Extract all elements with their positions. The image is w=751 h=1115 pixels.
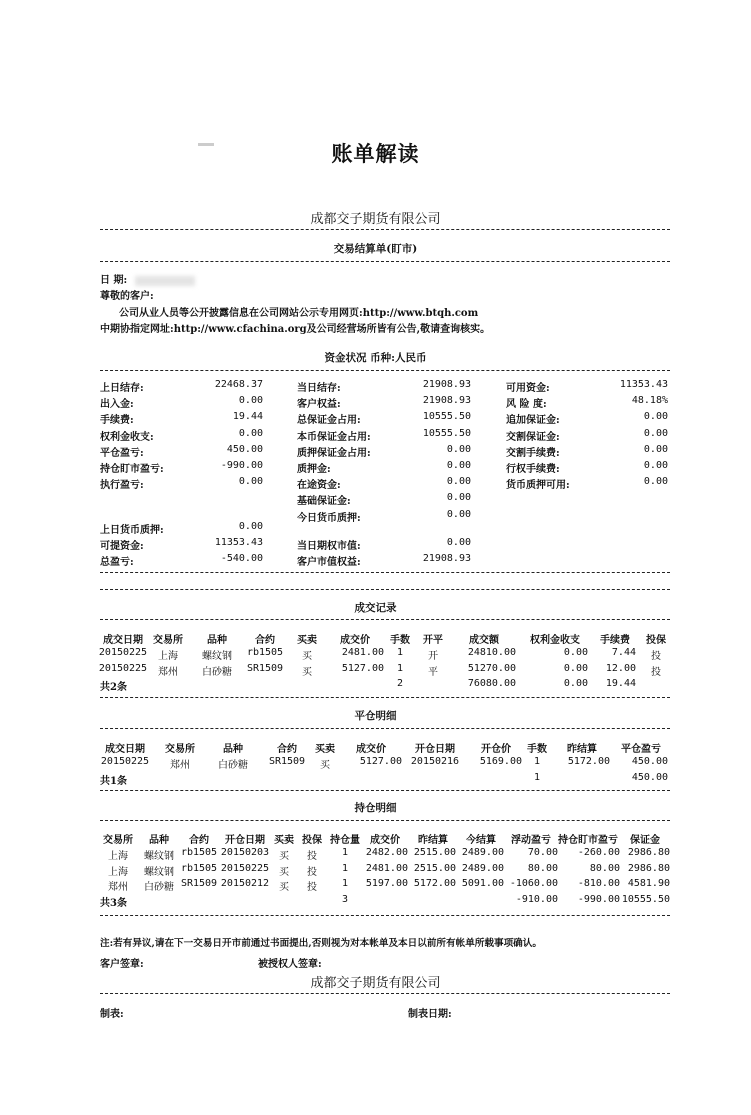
funds-value: 0.00 [643,411,668,423]
table-total: 共2条 [100,682,127,693]
funds-title: 资金状况 币种:人民币 [324,352,427,364]
divider [100,261,670,262]
funds-label: 风 险 度: [506,399,547,411]
funds-value: 19.44 [232,411,263,423]
funds-label: 上日结存: [100,383,144,394]
funds-value: -990.00 [220,460,263,471]
table-header: 持仓量 [330,835,360,846]
table-cell: 白砂糖 [218,760,248,771]
table-header: 成交价 [356,744,386,755]
client-sign-label: 客户签章: [100,959,144,970]
divider [100,790,670,791]
table-total: 76080.00 [467,678,516,689]
funds-label: 基础保证金: [297,496,351,508]
redacted-date [135,276,195,286]
table-header: 成交价 [370,835,400,846]
table-cell: 白砂糖 [144,882,174,893]
table-cell: 2986.80 [627,862,670,874]
funds-value: 21908.93 [422,553,471,565]
funds-value: 0.00 [446,508,471,520]
table-header: 权利金收支 [530,635,580,646]
table-total: -910.00 [515,893,558,905]
table-header: 成交价 [340,635,370,646]
table-header: 昨结算 [418,835,448,846]
funds-label: 今日货币质押: [297,512,361,524]
footer-company: 成都交子期货有限公司 [310,976,441,991]
table-cell: 5172.00 [413,878,456,889]
footer-note: 注:若有异议,请在下一交易日开市前通过书面提出,否则视为对本帐单及本日以前所有帐单所载事项确认。 [100,938,542,949]
table-cell: 5169.00 [479,756,522,767]
funds-value: 0.00 [446,537,471,548]
table-header: 交易所 [165,744,195,755]
funds-label: 质押金: [297,464,331,475]
table-header: 保证金 [630,835,660,846]
funds-value: 0.00 [643,460,668,471]
table-total: 19.44 [605,678,636,689]
table-cell: 投 [651,666,661,678]
table-cell: 1 [396,662,404,674]
funds-label: 权利金收支: [100,431,154,443]
table-cell: 12.00 [605,662,636,674]
table-header: 手数 [527,744,547,755]
table-header: 品种 [223,744,243,755]
funds-value: 0.00 [238,427,263,439]
table-cell: 投 [651,651,661,662]
funds-label: 质押保证金占用: [297,447,371,459]
table-cell: 20150225 [98,662,148,674]
maker-label: 制表: [100,1009,124,1020]
funds-label: 出入金: [100,399,134,411]
funds-label: 执行盈亏: [100,480,144,492]
funds-label: 在途资金: [297,480,341,492]
table-cell: rb1505 [246,647,284,658]
funds-value: 21908.93 [422,395,471,407]
table-cell: 上海 [158,651,178,662]
funds-label: 上日货币质押: [100,525,164,536]
table-cell: 买 [320,760,330,771]
funds-value: 0.00 [238,395,263,407]
table-total: 0.00 [563,678,588,689]
funds-value: 11353.43 [619,379,668,390]
funds-value: 0.00 [446,443,471,455]
table-header: 品种 [149,835,169,846]
funds-label: 交割保证金: [506,431,560,443]
funds-value: 10555.50 [422,411,471,423]
table-cell: 24810.00 [467,647,516,658]
funds-value: 0.00 [643,476,668,488]
table-total: -990.00 [577,893,620,905]
positions-title: 持仓明细 [354,802,397,814]
funds-label: 总盈亏: [100,557,134,569]
table-cell: 5172.00 [567,756,610,767]
table-total: 3 [341,893,349,905]
table-header: 合约 [189,835,209,846]
table-cell: 2482.00 [365,847,408,858]
funds-label: 可用资金: [506,383,550,394]
company-name: 成都交子期货有限公司 [310,212,441,227]
funds-value: 48.18% [631,395,668,407]
table-cell: 450.00 [631,756,668,767]
table-cell: 买 [279,851,289,862]
table-cell: 5197.00 [365,878,408,889]
table-cell: 51270.00 [467,662,516,674]
funds-label: 当日结存: [297,383,341,394]
table-cell: 0.00 [563,647,588,658]
divider [100,820,670,821]
funds-value: 0.00 [643,427,668,439]
table-cell: 0.00 [563,662,588,674]
divider [100,589,670,590]
table-cell: 2515.00 [413,847,456,858]
notice-2: 中期协指定网址:http://www.cfachina.org及公司经营场所皆有公告,敬请查询核实。 [100,324,491,335]
funds-label: 本币保证金占用: [297,431,371,443]
table-cell: SR1509 [246,662,284,674]
table-cell: 投 [307,882,317,893]
table-cell: 买 [302,666,312,678]
funds-value: 450.00 [226,443,263,455]
table-total: 共1条 [100,775,127,787]
table-cell: 2986.80 [627,847,670,858]
table-cell: 4581.90 [627,878,670,889]
table-header: 成交额 [469,635,499,646]
funds-label: 持仓盯市盈亏: [100,464,164,475]
funds-label: 货币质押可用: [506,480,570,492]
table-cell: 5127.00 [341,662,384,674]
divider [100,915,670,916]
funds-value: 0.00 [446,476,471,488]
funds-value: 0.00 [446,460,471,471]
table-cell: 5127.00 [359,756,402,767]
date-row [100,271,195,286]
table-cell: 1 [533,756,541,767]
table-cell: 2515.00 [413,862,456,874]
table-cell: 白砂糖 [202,666,232,678]
page-title: 账单解读 [331,142,420,166]
table-header: 交易所 [153,635,183,646]
table-total: 共3条 [100,897,127,909]
table-cell: 螺纹钢 [144,866,174,878]
funds-value: 0.00 [238,521,263,532]
table-header: 成交日期 [105,744,145,755]
funds-label: 平仓盈亏: [100,447,144,459]
funds-label: 总保证金占用: [297,415,361,427]
funds-label: 客户市值权益: [297,557,361,569]
table-cell: 20150225 [98,647,148,658]
trades-title: 成交记录 [354,602,397,614]
table-cell: 7.44 [611,647,636,658]
table-header: 买卖 [315,744,335,755]
table-header: 平仓盈亏 [621,744,661,755]
divider [100,572,670,573]
divider [100,619,670,620]
auth-sign-label: 被授权人签章: [258,959,322,970]
table-header: 开仓日期 [225,835,265,846]
table-cell: 2481.00 [341,647,384,658]
table-cell: -260.00 [577,847,620,858]
table-cell: SR1509 [180,878,218,889]
table-header: 手续费 [600,635,630,646]
statement-title: 交易结算单(盯市) [333,243,418,255]
table-total: 1 [533,771,541,783]
funds-label: 客户权益: [297,399,341,411]
funds-value: 11353.43 [214,537,263,549]
table-cell: 20150203 [220,847,270,858]
table-cell: 20150212 [220,878,270,889]
table-cell: 平 [428,666,438,678]
table-total: 450.00 [631,771,668,783]
table-cell: 投 [307,851,317,862]
table-header: 开仓价 [481,744,511,755]
table-cell: SR1509 [268,756,306,767]
table-cell: 20150225 [220,862,270,874]
table-cell: 螺纹钢 [202,651,232,662]
funds-label: 行权手续费: [506,464,560,475]
funds-value: -540.00 [220,553,263,565]
divider [100,697,670,698]
table-cell: rb1505 [180,847,218,858]
greeting: 尊敬的客户: [100,291,154,302]
funds-value: 10555.50 [422,427,471,439]
close-title: 平仓明细 [354,710,397,722]
table-total: 2 [396,678,404,689]
table-header: 今结算 [466,835,496,846]
table-cell: 郑州 [108,882,128,893]
funds-label: 追加保证金: [506,415,560,427]
table-total: 10555.50 [621,893,670,905]
table-header: 投保 [302,835,322,846]
table-cell: 螺纹钢 [144,851,174,862]
make-date-label: 制表日期: [408,1009,452,1020]
table-cell: -810.00 [577,878,620,889]
table-header: 买卖 [297,635,317,646]
table-cell: 20150216 [410,756,460,767]
date-label: 日 期: [100,275,128,286]
table-header: 浮动盈亏 [511,835,551,846]
table-cell: 买 [279,866,289,878]
notice-1: 公司从业人员等公开披露信息在公司网站公示专用网页:http://www.btqh.com [119,308,479,319]
table-cell: 郑州 [158,666,178,678]
table-cell: 2489.00 [461,847,504,858]
table-header: 合约 [255,635,275,646]
funds-value: 22468.37 [214,379,263,390]
funds-label: 手续费: [100,415,134,427]
table-cell: 20150225 [100,756,150,767]
funds-value: 0.00 [446,492,471,504]
table-header: 昨结算 [567,744,597,755]
table-cell: 70.00 [527,847,558,858]
table-cell: rb1505 [180,862,218,874]
funds-label: 当日期权市值: [297,541,361,552]
table-header: 合约 [277,744,297,755]
table-cell: 上海 [108,851,128,862]
table-header: 交易所 [103,835,133,846]
table-header: 成交日期 [103,635,143,646]
table-cell: 1 [396,647,404,658]
table-header: 手数 [390,635,410,646]
divider [100,993,670,994]
funds-label: 交割手续费: [506,447,560,459]
table-header: 买卖 [274,835,294,846]
divider [100,728,670,729]
table-cell: 投 [307,866,317,878]
divider [100,370,670,371]
table-cell: 上海 [108,866,128,878]
funds-label: 可提资金: [100,541,144,553]
table-cell: 2489.00 [461,862,504,874]
table-cell: -1060.00 [509,878,558,889]
table-header: 投保 [646,635,666,646]
table-cell: 2481.00 [365,862,408,874]
table-cell: 1 [341,878,349,889]
funds-value: 21908.93 [422,379,471,390]
funds-value: 0.00 [238,476,263,488]
table-cell: 买 [302,651,312,662]
table-cell: 买 [279,882,289,893]
table-cell: 5091.00 [461,878,504,889]
funds-value: 0.00 [643,443,668,455]
table-cell: 1 [341,862,349,874]
table-cell: 郑州 [170,760,190,771]
table-header: 开仓日期 [415,744,455,755]
table-cell: 80.00 [527,862,558,874]
table-cell: 1 [341,847,349,858]
table-header: 开平 [423,635,443,646]
table-header: 品种 [207,635,227,646]
table-header: 持仓盯市盈亏 [558,835,618,846]
divider [100,229,670,230]
table-cell: 开 [428,651,438,662]
table-cell: 80.00 [589,862,620,874]
